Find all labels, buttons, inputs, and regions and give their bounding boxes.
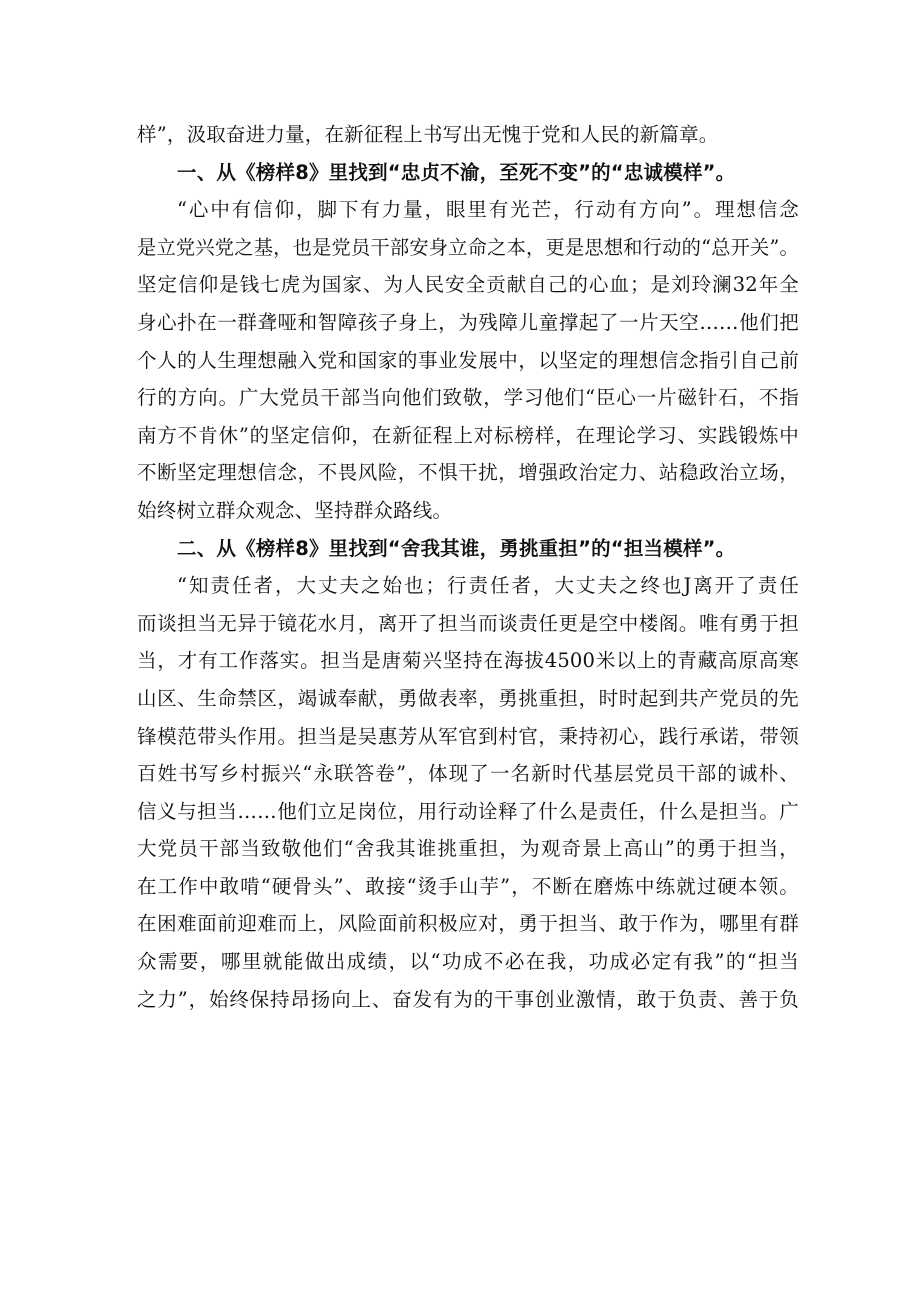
paragraph-line: “知责任者，大丈夫之始也；行责任者，大丈夫之终也J离开了责任 xyxy=(177,574,799,598)
paragraph-line: 个人的人生理想融入党和国家的事业发展中，以坚定的理想信念指引自己前 xyxy=(137,348,799,372)
paragraph-line: 行的方向。广大党员干部当向他们致敬，学习他们“臣心一片磁针石，不指 xyxy=(137,386,799,410)
paragraph-line: 是立党兴党之基，也是党员干部安身立命之本，更是思想和行动的“总开关”。 xyxy=(137,235,799,259)
paragraph-line: 始终树立群众观念、坚持群众路线。 xyxy=(137,498,453,522)
paragraph-line: 众需要，哪里就能做出成绩，以“功成不必在我，功成必定有我”的“担当 xyxy=(137,950,799,974)
section-heading-1: 一、从《榜样8》里找到“忠贞不渝，至死不变”的“忠诚模样”。 xyxy=(177,160,736,184)
section-heading-2: 二、从《榜样8》里找到“舍我其谁，勇挑重担”的“担当模样”。 xyxy=(177,536,736,560)
paragraph-line: 坚定信仰是钱七虎为国家、为人民安全贡献自己的心血；是刘玲澜32年全 xyxy=(137,273,799,297)
paragraph-line: 身心扑在一群聋哑和智障孩子身上，为残障儿童撑起了一片天空……他们把 xyxy=(137,310,799,334)
paragraph-line: 信义与担当……他们立足岗位，用行动诠释了什么是责任，什么是担当。广 xyxy=(137,799,799,823)
paragraph-line: 样”，汲取奋进力量，在新征程上书写出无愧于党和人民的新篇章。 xyxy=(137,123,719,146)
paragraph-line: 山区、生命禁区，竭诚奉献，勇做表率，勇挑重担，时时起到共产党员的先 xyxy=(137,686,799,710)
paragraph-line: 锋模范带头作用。担当是吴惠芳从军官到村官，秉持初心，践行承诺，带领 xyxy=(137,724,799,748)
paragraph-line: 南方不肯休”的坚定信仰，在新征程上对标榜样，在理论学习、实践锻炼中 xyxy=(137,423,799,447)
document-body xyxy=(137,116,799,1018)
paragraph-line: “心中有信仰，脚下有力量，眼里有光芒，行动有方向”。理想信念 xyxy=(177,198,799,222)
paragraph-line: 百姓书写乡村振兴“永联答卷”，体现了一名新时代基层党员干部的诚朴、 xyxy=(137,762,799,786)
paragraph-line: 在工作中敢啃“硬骨头”、敢接“烫手山芋”，不断在磨炼中练就过硬本领。 xyxy=(137,874,799,898)
paragraph-line: 之力”，始终保持昂扬向上、奋发有为的干事创业激情，敢于负责、善于负 xyxy=(137,987,799,1011)
paragraph-line: 当，才有工作落实。担当是唐菊兴坚持在海拔4500米以上的青藏高原高寒 xyxy=(137,649,799,673)
paragraph-line: 在困难面前迎难而上，风险面前积极应对，勇于担当、敢于作为，哪里有群 xyxy=(137,912,799,936)
paragraph-line: 大党员干部当致敬他们“舍我其谁挑重担，为观奇景上高山”的勇于担当， xyxy=(137,837,799,861)
paragraph-line: 不断坚定理想信念，不畏风险，不惧干扰，增强政治定力、站稳政治立场， xyxy=(137,461,799,485)
paragraph-line: 而谈担当无异于镜花水月，离开了担当而谈责任更是空中楼阁。唯有勇于担 xyxy=(137,611,799,635)
